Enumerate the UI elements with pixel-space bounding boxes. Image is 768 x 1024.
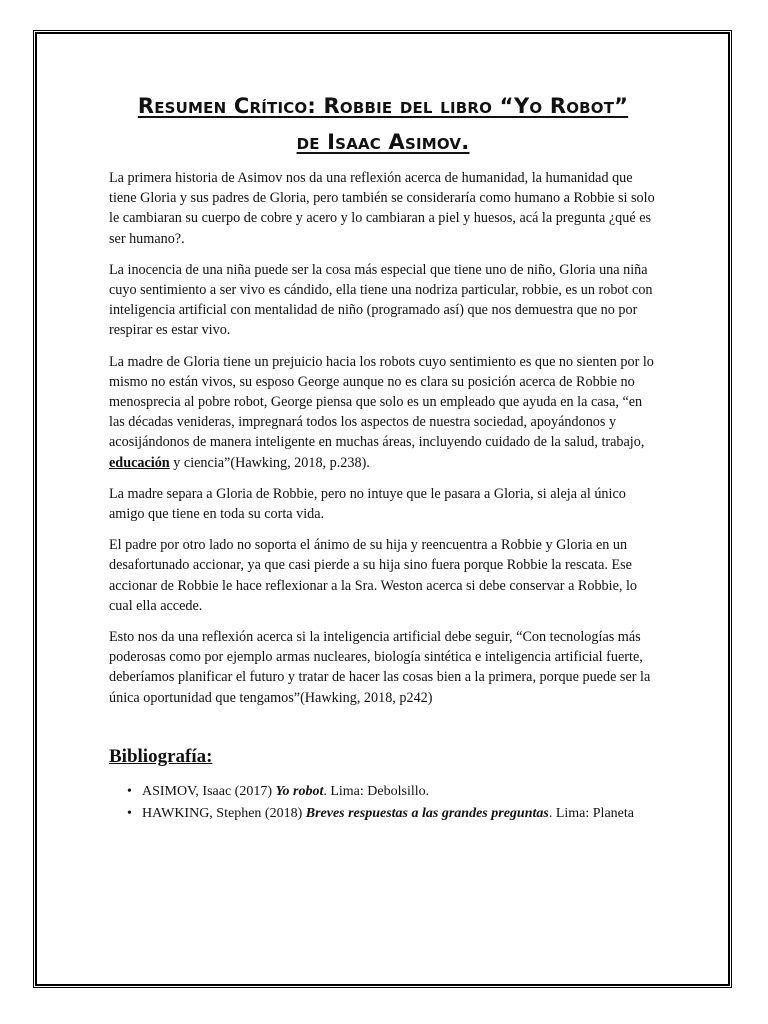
paragraph-3-text-before: La madre de Gloria tiene un prejuicio hacia los robots cuyo sentimiento es que no sienten por lo mismo no están vivos, su esposo George aunque no es clara su posición acerca de Robbie no menosprecia al pobre robot, George piensa que solo es un empleado que ayuda en la casa, “en las décadas venideras, impregnará todos los aspectos de nuestra sociedad, apoyándonos y acosijándonos de manera inteligente en muchas áreas, incluyendo cuidado de la salud, trabajo, bbox=[109, 353, 654, 451]
citation-publisher: . Lima: Debolsillo. bbox=[323, 783, 430, 799]
title-line-1: Resumen Crítico: Robbie del libro “Yo Robot” bbox=[137, 94, 629, 118]
emphasis-educacion: educación bbox=[109, 454, 170, 471]
paragraph-3 bbox=[109, 352, 657, 473]
citation-work: Yo robot bbox=[275, 783, 324, 799]
paragraph-5: El padre por otro lado no soporta el ánimo de su hija y reencuentra a Robbie y Gloria en un desafortunado accionar, ya que casi pierde a su hija sino fuera porque Robbie la rescata. Ese accionar de Robbie le hace reflexionar a la Sra. Weston acerca si debe conservar a Robbie, lo cual ella accede. bbox=[109, 537, 638, 614]
paragraph-1: La primera historia de Asimov nos da una reflexión acerca de humanidad, la humanidad que tiene Gloria y sus padres de Gloria, pero también se consideraría como humano a Robbie si solo le cambiaran su cuerpo de cobre y acero y lo cambiaran a piel y huesos, acá la pregunta ¿qué es ser humano?. bbox=[109, 170, 655, 247]
citation-work: Breves respuestas a las grandes preguntas bbox=[305, 805, 549, 821]
bibliography-list bbox=[109, 782, 657, 824]
paragraph-6: Esto nos da una reflexión acerca si la inteligencia artificial debe seguir, “Con tecnologías más poderosas como por ejemplo armas nucleares, biología sintética e inteligencia artificial fuerte, deberíamos planificar el futuro y tratar de hacer las cosas bien a la primera, porque puede ser la única oportunidad que tengamos”(Hawking, 2018, p242) bbox=[109, 629, 651, 706]
bibliography-heading: Bibliografía: bbox=[109, 745, 213, 767]
citation-publisher: . Lima: Planeta bbox=[548, 805, 634, 821]
paragraph-3-text-after: y ciencia”(Hawking, 2018, p.238). bbox=[169, 454, 370, 471]
document-body bbox=[109, 88, 657, 826]
bullet-icon: • bbox=[127, 783, 132, 799]
title-line-2: de Isaac Asimov. bbox=[296, 130, 470, 154]
bullet-icon: • bbox=[127, 805, 132, 821]
citation-author: HAWKING, Stephen (2018) bbox=[142, 805, 306, 821]
bibliography-item bbox=[109, 804, 657, 824]
paragraph-2: La inocencia de una niña puede ser la cosa más especial que tiene uno de niño, Gloria una niña cuyo sentimiento a ser vivo es cándido, ella tiene una nodriza particular, robbie, es un robot con inteligencia artificial con mentalidad de niño (programado así) que nos demuestra que no por respirar es estar vivo. bbox=[109, 261, 653, 339]
bibliography-item bbox=[109, 782, 657, 802]
paragraph-4: La madre separa a Gloria de Robbie, pero no intuye que le pasara a Gloria, si aleja al único amigo que tiene en toda su corta vida. bbox=[109, 485, 626, 523]
citation-author: ASIMOV, Isaac (2017) bbox=[142, 783, 276, 799]
document-title bbox=[109, 88, 657, 160]
